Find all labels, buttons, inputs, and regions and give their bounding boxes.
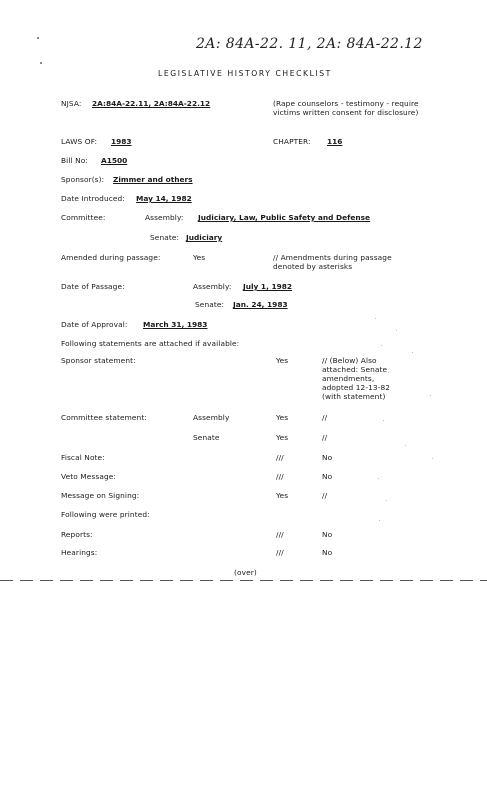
committee-statement-senate-value: Yes <box>276 433 289 442</box>
attached-heading: Following statements are attached if available: <box>61 339 240 348</box>
reports-value: No <box>322 530 333 539</box>
scan-speck <box>379 520 380 521</box>
veto-message-mark: /// <box>276 472 284 481</box>
veto-message-label: Veto Message: <box>61 472 116 481</box>
hearings-value: No <box>322 548 333 557</box>
bill-no-value: A1500 <box>101 156 128 165</box>
page-title: LEGISLATIVE HISTORY CHECKLIST <box>158 69 332 78</box>
fiscal-note-mark: /// <box>276 453 284 462</box>
passage-assembly-label: Assembly: <box>193 282 232 291</box>
njsa-value: 2A:84A-22.11, 2A:84A-22.12 <box>92 99 211 108</box>
passage-senate-value: Jan. 24, 1983 <box>233 300 288 309</box>
scan-mark <box>37 37 39 39</box>
scan-speck <box>381 345 382 346</box>
footer-over: (over) <box>234 568 257 577</box>
scan-speck <box>375 318 376 319</box>
committee-statement-senate-label: Senate <box>193 433 220 442</box>
dashed-separator <box>0 580 487 581</box>
hearings-mark: /// <box>276 548 284 557</box>
committee-statement-label: Committee statement: <box>61 413 147 422</box>
laws-of-label: LAWS OF: <box>61 137 98 146</box>
scan-speck <box>432 458 433 459</box>
committee-statement-assembly-mark: // <box>322 413 328 422</box>
hearings-label: Hearings: <box>61 548 98 557</box>
scan-speck <box>388 372 389 373</box>
sponsor-statement-note: // (Below) Also attached: Senate amendments, adopted 12-13-82 (with statement) <box>322 356 391 401</box>
committee-label: Committee: <box>61 213 106 222</box>
passage-assembly-value: July 1, 1982 <box>243 282 293 291</box>
scan-speck <box>378 478 379 479</box>
passage-senate-label: Senate: <box>195 300 225 309</box>
message-on-signing-label: Message on Signing: <box>61 491 140 500</box>
passage-label: Date of Passage: <box>61 282 125 291</box>
fiscal-note-value: No <box>322 453 333 462</box>
njsa-note: (Rape counselors - testimony - require victims written consent for disclosure) <box>273 99 419 117</box>
committee-senate-value: Judiciary <box>186 233 223 242</box>
date-introduced-value: May 14, 1982 <box>136 194 192 203</box>
reports-label: Reports: <box>61 530 93 539</box>
approval-label: Date of Approval: <box>61 320 128 329</box>
chapter-label: CHAPTER: <box>273 137 311 146</box>
amended-label: Amended during passage: <box>61 253 161 262</box>
committee-senate-label: Senate: <box>150 233 180 242</box>
committee-statement-assembly-label: Assembly <box>193 413 230 422</box>
sponsors-value: Zimmer and others <box>113 175 193 184</box>
committee-assembly-label: Assembly: <box>145 213 184 222</box>
committee-assembly-value: Judiciary, Law, Public Safety and Defense <box>198 213 371 222</box>
message-on-signing-mark: // <box>322 491 328 500</box>
message-on-signing-value: Yes <box>276 491 289 500</box>
scan-speck <box>386 500 387 501</box>
veto-message-value: No <box>322 472 333 481</box>
amended-value: Yes <box>193 253 206 262</box>
sponsor-statement-value: Yes <box>276 356 289 365</box>
committee-statement-assembly-value: Yes <box>276 413 289 422</box>
sponsors-label: Sponsor(s): <box>61 175 105 184</box>
handwritten-citation: 2A: 84A-22. 11, 2A: 84A-22.12 <box>196 36 423 52</box>
reports-mark: /// <box>276 530 284 539</box>
date-introduced-label: Date Introduced: <box>61 194 125 203</box>
scan-speck <box>383 420 384 421</box>
njsa-label: NJSA: <box>61 99 82 108</box>
amended-note: // Amendments during passage denoted by asterisks <box>273 253 392 271</box>
printed-heading: Following were printed: <box>61 510 150 519</box>
scan-mark <box>40 62 42 64</box>
scan-speck <box>430 395 431 396</box>
committee-statement-senate-mark: // <box>322 433 328 442</box>
bill-no-label: Bill No: <box>61 156 88 165</box>
chapter-value: 116 <box>327 137 343 146</box>
scan-speck <box>396 330 397 331</box>
scan-speck <box>412 352 413 353</box>
fiscal-note-label: Fiscal Note: <box>61 453 105 462</box>
laws-of-value: 1983 <box>111 137 132 146</box>
sponsor-statement-label: Sponsor statement: <box>61 356 136 365</box>
scan-speck <box>405 445 406 446</box>
approval-value: March 31, 1983 <box>143 320 208 329</box>
